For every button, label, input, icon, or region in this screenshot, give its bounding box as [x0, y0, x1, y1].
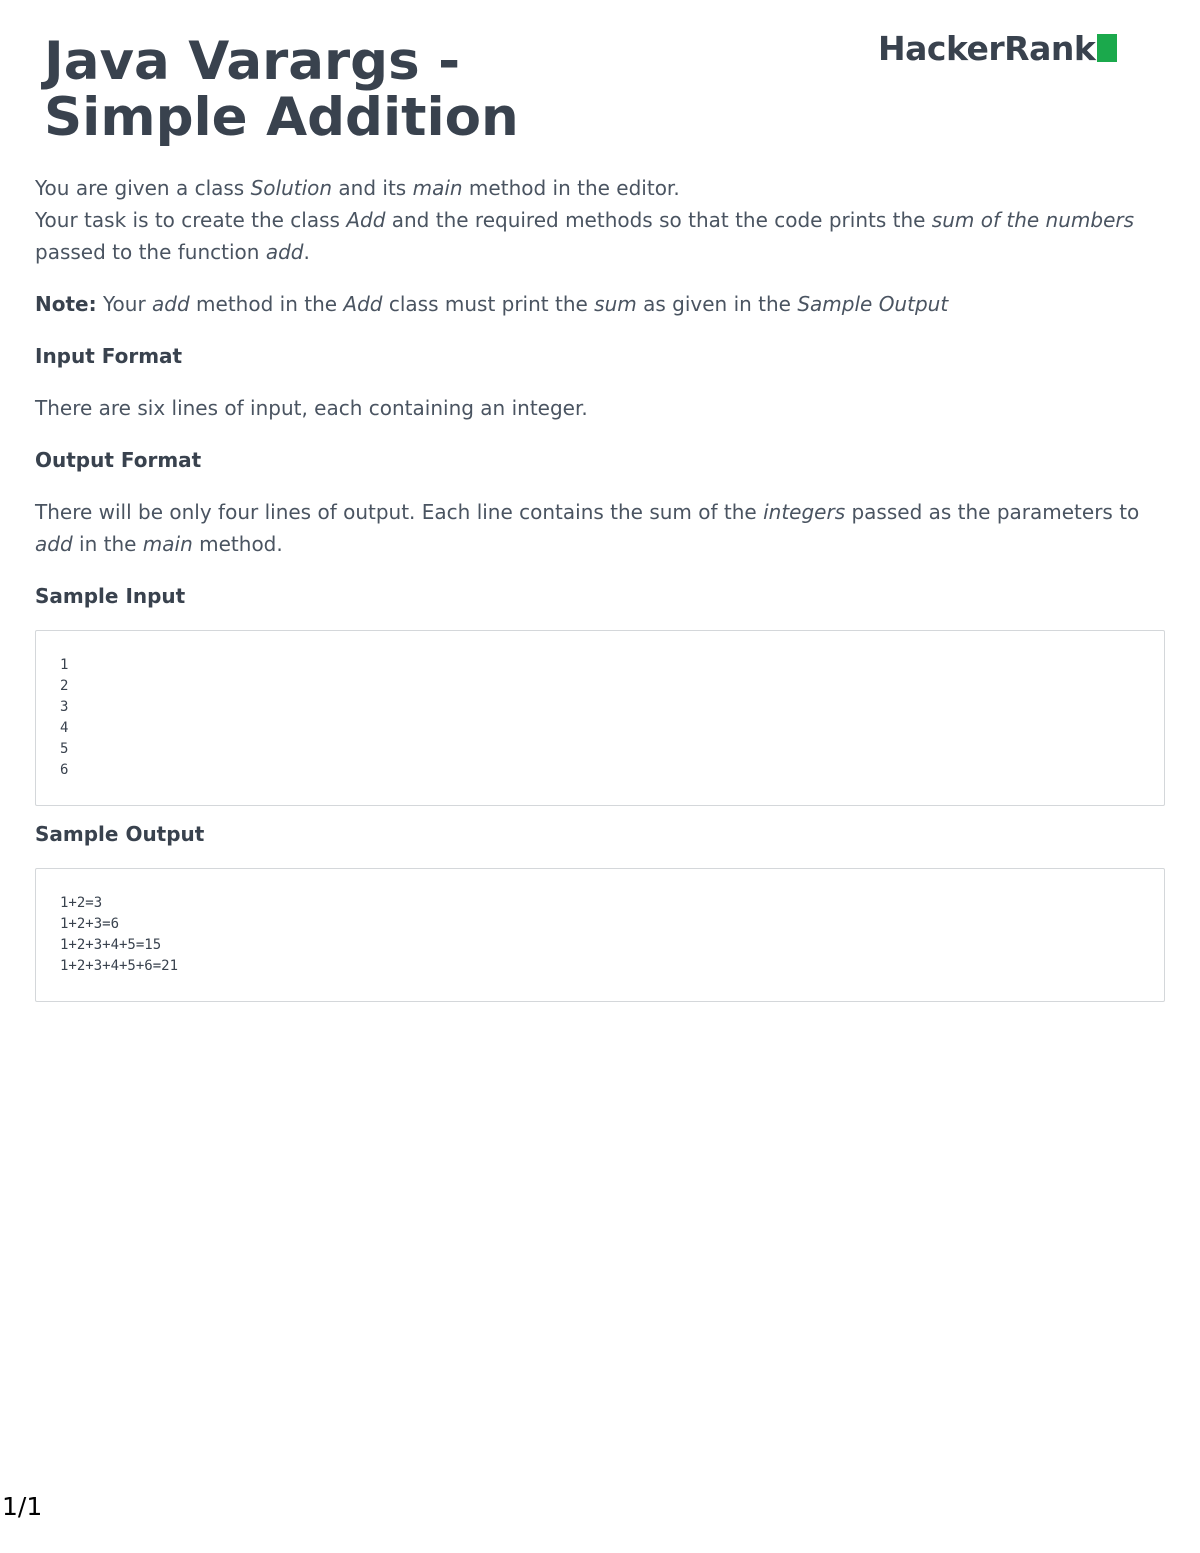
problem-statement: [35, 172, 1165, 1002]
code-line: 3: [60, 699, 69, 715]
emphasis-sum: sum of the numbers: [931, 208, 1135, 232]
output-format-heading: Output Format: [35, 448, 202, 472]
note-label: Note:: [35, 292, 97, 316]
method-name-main: main: [412, 176, 463, 200]
method-name-main: main: [142, 532, 193, 556]
code-line: 1+2+3+4+5+6=21: [60, 958, 179, 974]
code-line: 1+2=3: [60, 895, 103, 911]
code-line: 4: [60, 720, 69, 736]
text-segment: Your: [96, 292, 153, 316]
page-number: 1/1: [2, 1492, 43, 1521]
emphasis-integers: integers: [763, 500, 846, 524]
input-format-heading: Input Format: [35, 344, 183, 368]
code-line: 5: [60, 741, 69, 757]
text-segment: .: [303, 240, 310, 264]
function-name-add: add: [265, 240, 304, 264]
text-segment: as given in the: [636, 292, 798, 316]
class-name-solution: Solution: [250, 176, 333, 200]
code-line: 6: [60, 762, 69, 778]
note-paragraph: [35, 288, 1165, 320]
text-segment: in the: [72, 532, 143, 556]
text-segment: passed to the function: [35, 240, 266, 264]
method-name-add: add: [152, 292, 190, 316]
intro-paragraph: [35, 172, 1165, 268]
text-segment: method.: [192, 532, 283, 556]
sample-input-box: [35, 630, 1165, 806]
hackerrank-logo: [878, 28, 1117, 68]
text-segment: method in the editor.: [462, 176, 680, 200]
text-segment: and the required methods so that the code prints the: [385, 208, 932, 232]
class-name-add: Add: [346, 208, 386, 232]
text-segment: class must print the: [382, 292, 595, 316]
text-segment: method in the: [189, 292, 344, 316]
text-segment: There will be only four lines of output. Each line contains the sum of the: [35, 500, 764, 524]
page-title: Java Varargs - Simple Addition: [44, 31, 519, 148]
emphasis-sum: sum: [594, 292, 637, 316]
text-segment: Your task is to create the class: [35, 208, 347, 232]
intro-line1: [35, 176, 680, 200]
text-segment: You are given a class: [35, 176, 251, 200]
output-format-text: [35, 496, 1165, 560]
sample-output-heading: Sample Output: [35, 822, 205, 846]
text-segment: passed as the parameters to: [845, 500, 1140, 524]
code-line: 1: [60, 657, 69, 673]
code-line: 2: [60, 678, 69, 694]
function-name-add: add: [35, 532, 73, 556]
sample-output-box: [35, 868, 1165, 1002]
class-name-add: Add: [343, 292, 383, 316]
intro-line2: [35, 208, 1134, 264]
logo-text: HackerRank: [878, 28, 1096, 68]
text-segment: and its: [332, 176, 413, 200]
sample-input-heading: Sample Input: [35, 584, 186, 608]
logo-accent-block: [1097, 34, 1117, 62]
emphasis-sample-output: Sample Output: [797, 292, 949, 316]
code-line: 1+2+3=6: [60, 916, 120, 932]
input-format-text: There are six lines of input, each containing an integer.: [35, 396, 588, 420]
code-line: 1+2+3+4+5=15: [60, 937, 162, 953]
